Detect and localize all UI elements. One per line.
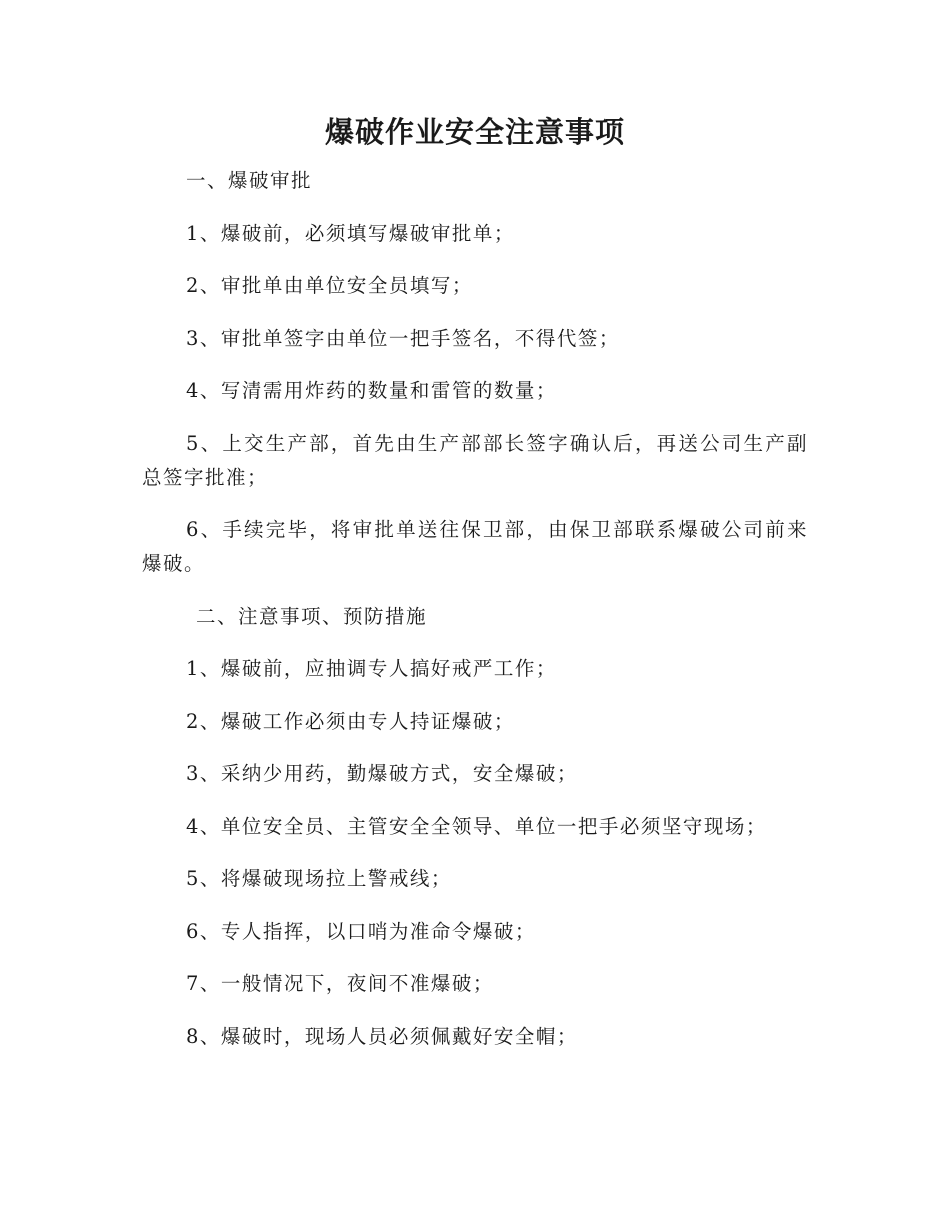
list-item: 3、审批单签字由单位一把手签名，不得代签； [186,326,620,350]
list-item: 1、爆破前，应抽调专人搞好戒严工作； [186,657,557,680]
list-item: 1、爆破前，必须填写爆破审批单； [186,221,515,245]
list-item: 6、专人指挥，以口哨为准命令爆破； [186,919,536,943]
list-item: 3、采纳少用药，勤爆破方式，安全爆破； [186,762,578,785]
section-heading-approval: 一、爆破审批 [186,169,313,192]
list-item: 4、单位安全员、主管安全全领导、单位一把手必须坚守现场； [186,814,767,838]
list-item: 2、审批单由单位安全员填写； [186,274,473,297]
list-item: 7、一般情况下，夜间不准爆破； [186,972,494,995]
list-item: 2、爆破工作必须由专人持证爆破； [186,709,515,733]
list-item: 8、爆破时，现场人员必须佩戴好安全帽； [186,1024,578,1048]
list-item: 5、将爆破现场拉上警戒线； [186,867,452,890]
document-body [142,164,808,1072]
list-item: 6、手续完毕，将审批单送往保卫部，由保卫部联系爆破公司前来爆破。 [142,518,808,575]
section-heading-precautions: 二、注意事项、预防措施 [196,604,428,628]
list-item: 4、写清需用炸药的数量和雷管的数量； [186,379,557,402]
document-title: 爆破作业安全注意事项 [324,115,625,149]
list-item: 5、上交生产部，首先由生产部部长签字确认后，再送公司生产副总签字批准； [142,431,808,489]
